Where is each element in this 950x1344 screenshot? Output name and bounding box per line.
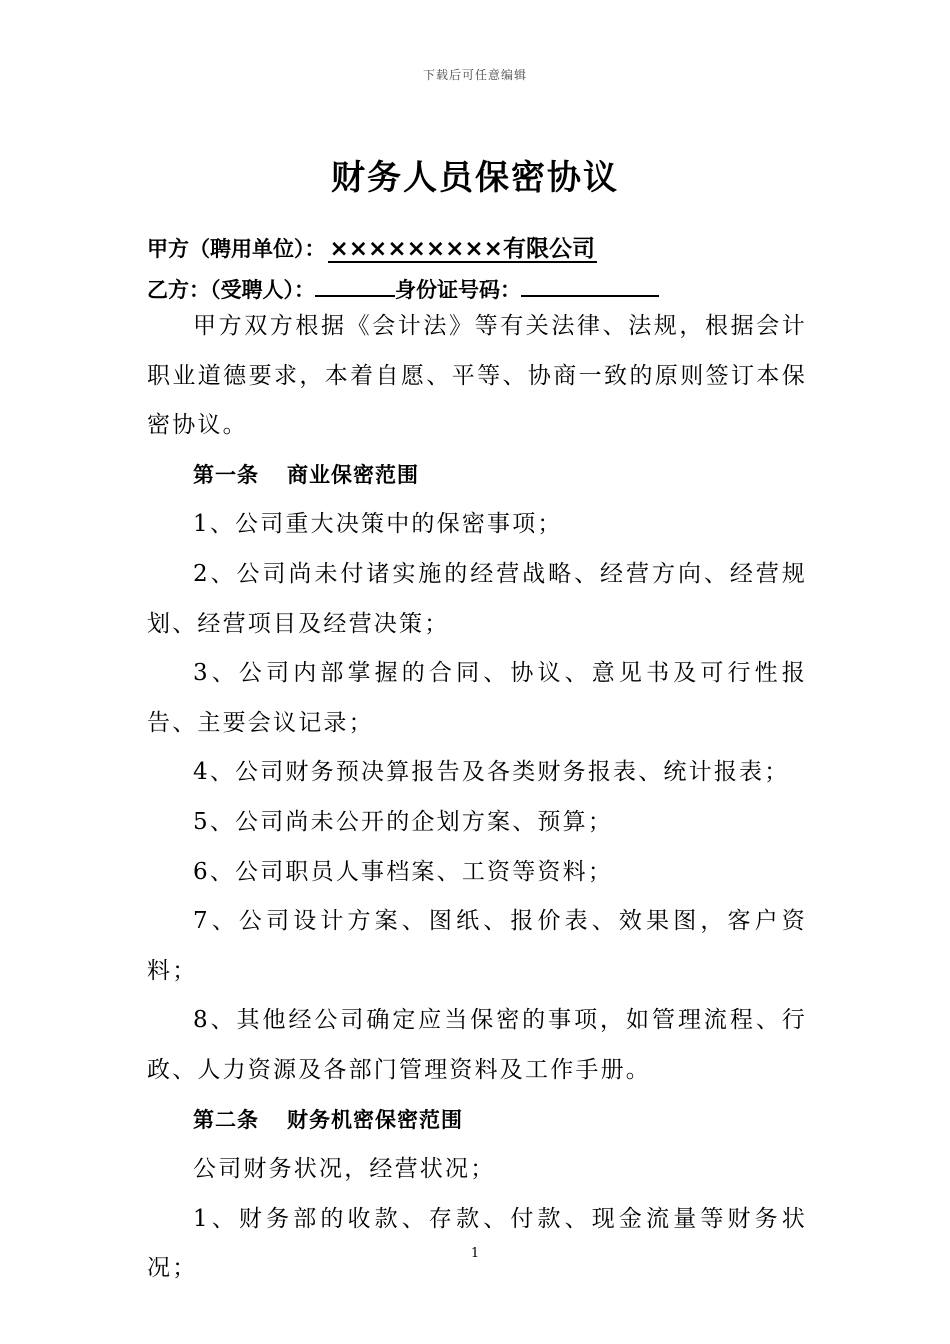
article-1-item: 3、公司内部掌握的合同、协议、意见书及可行性报告、主要会议记录； <box>147 660 807 736</box>
article-1-item: 6、公司职员人事档案、工资等资料； <box>193 858 614 885</box>
party-a-label: 甲方（聘用单位）： <box>147 237 326 261</box>
article-2-title: 财务机密保密范围 <box>287 1107 463 1132</box>
page-number: 1 <box>470 1246 480 1261</box>
article-1-heading <box>147 451 807 501</box>
article-1-number: 第一条 <box>193 462 259 487</box>
page-header-note: 下载后可任意编辑 <box>422 68 527 82</box>
article-2-heading <box>147 1096 807 1146</box>
article-2-intro: 公司财务状况，经营状况； <box>193 1156 496 1183</box>
article-1-item: 2、公司尚未付诸实施的经营战略、经营方向、经营规划、经营项目及经营决策； <box>147 560 807 637</box>
party-b-name-blank <box>315 275 395 297</box>
article-2-number: 第二条 <box>193 1107 259 1132</box>
document-title: 财务人员保密协议 <box>331 158 619 198</box>
article-1-item: 8、其他经公司确定应当保密的事项，如管理流程、行政、人力资源及各部门管理资料及工作手册。 <box>147 1007 807 1083</box>
intro-paragraph: 甲方双方根据《会计法》等有关法律、法规，根据会计职业道德要求，本着自愿、平等、协商一致的原则签订本保密协议。 <box>147 313 807 439</box>
article-1-title: 商业保密范围 <box>287 462 419 487</box>
article-2-item: 1、财务部的收款、存款、付款、现金流量等财务状况； <box>147 1205 807 1282</box>
article-1-item: 5、公司尚未公开的企划方案、预算； <box>193 808 614 835</box>
party-b-id-blank <box>521 275 659 297</box>
party-b-id-label: 身份证号码： <box>395 278 521 302</box>
article-1-item: 4、公司财务预决算报告及各类财务报表、统计报表； <box>193 759 790 786</box>
party-b-label: 乙方：（受聘人）： <box>147 278 315 302</box>
party-a-line <box>147 233 597 263</box>
party-a-company: ×××××××××有限公司 <box>329 236 595 262</box>
party-b-line <box>147 274 659 304</box>
article-1-item: 1、公司重大决策中的保密事项； <box>193 511 563 538</box>
agreement-body <box>147 302 807 1294</box>
article-1-item: 7、公司设计方案、图纸、报价表、效果图，客户资料； <box>147 908 807 984</box>
